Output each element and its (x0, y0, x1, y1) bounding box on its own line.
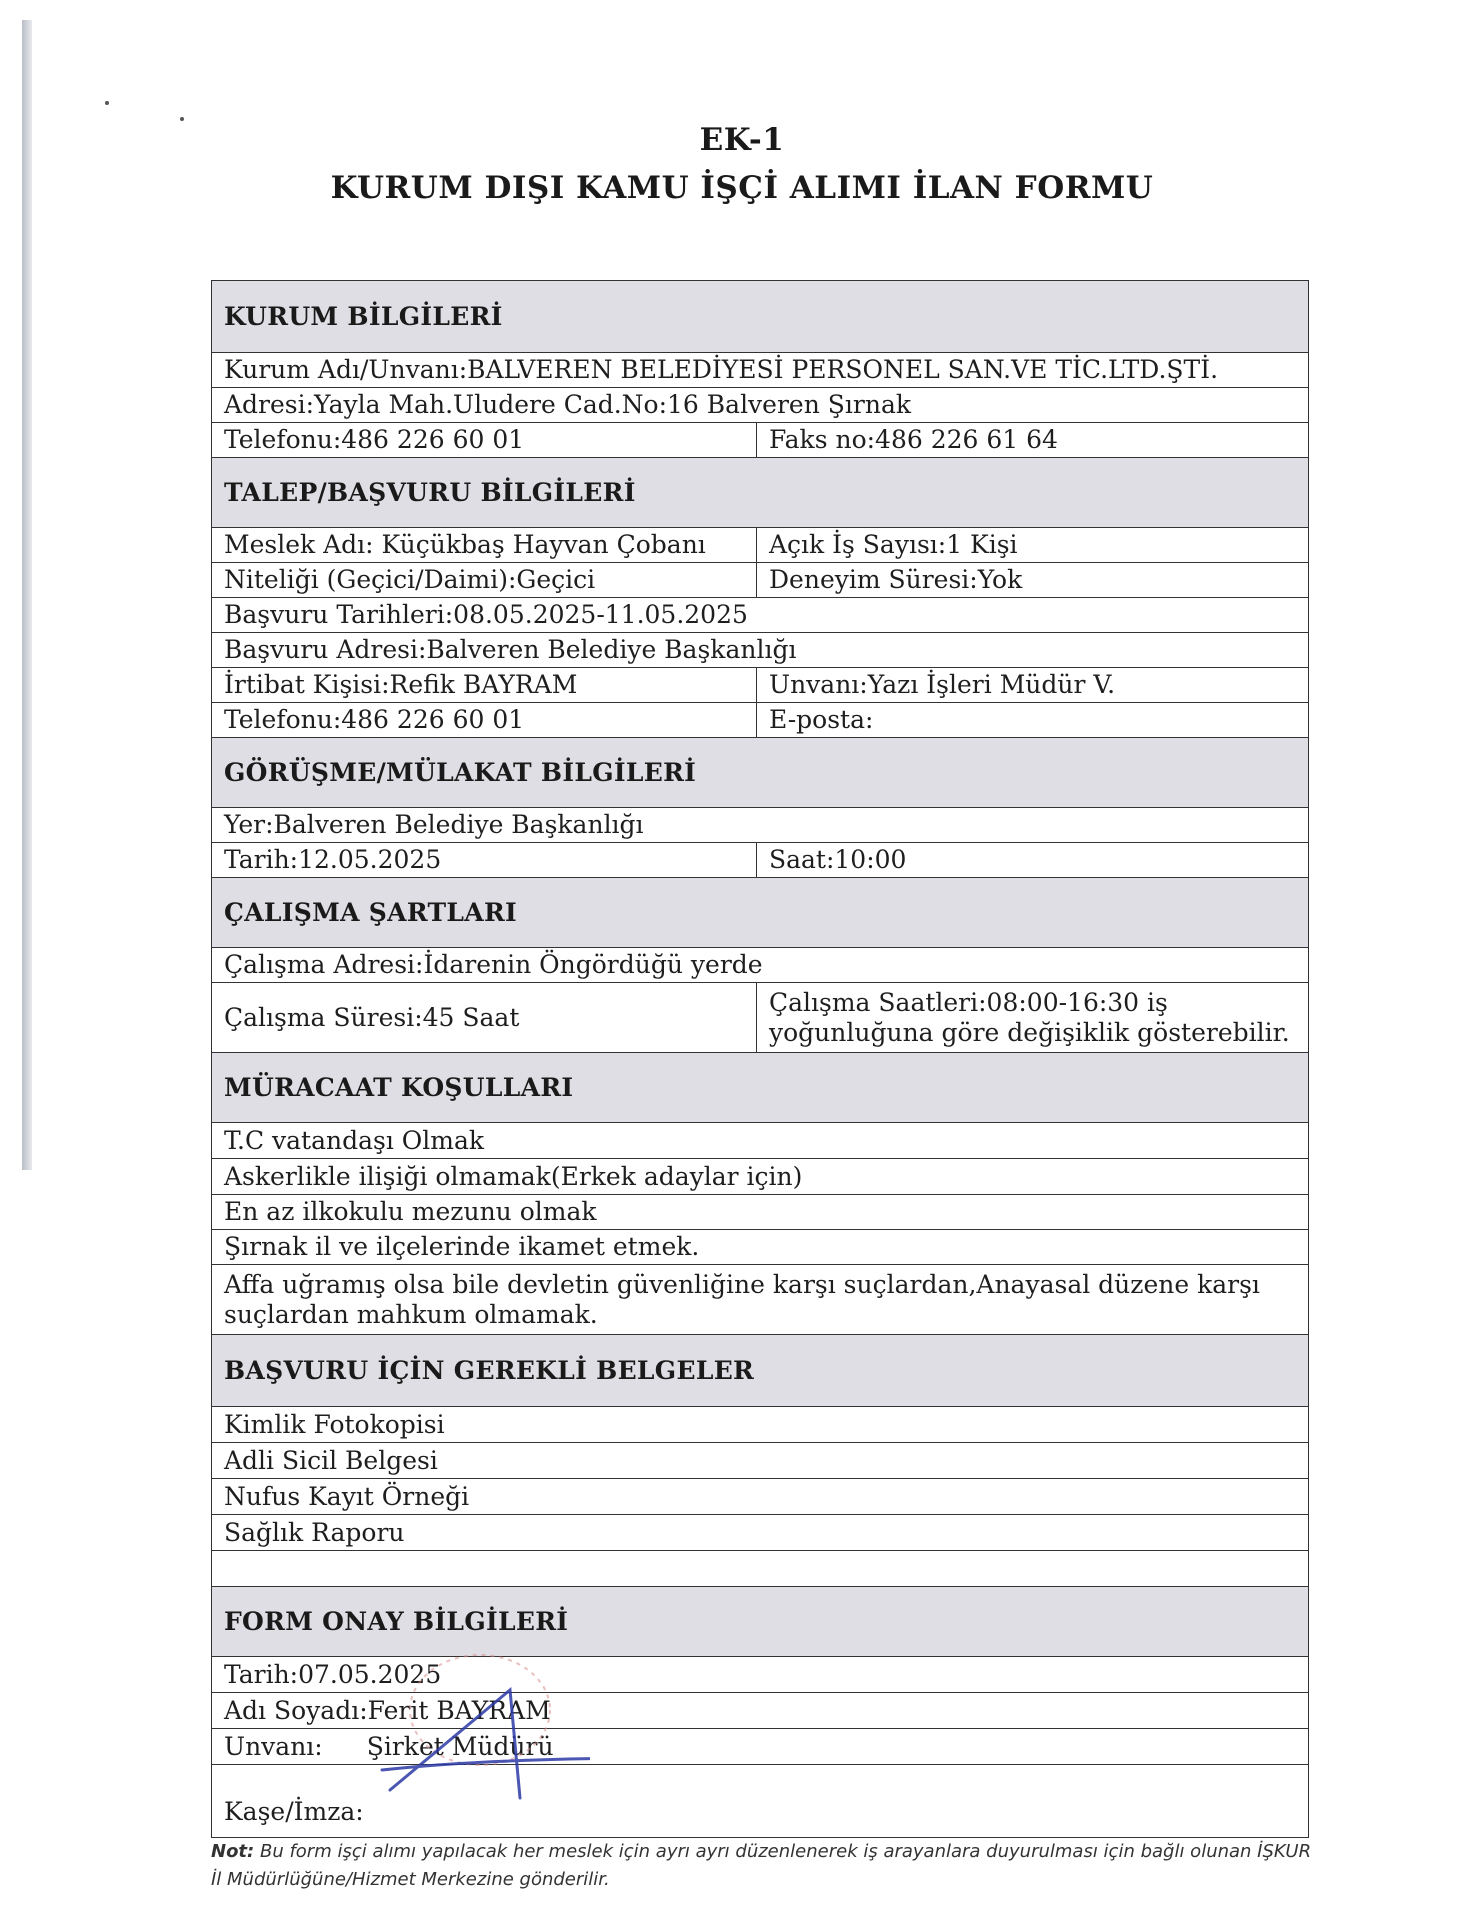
section-title: FORM ONAY BİLGİLERİ (212, 1587, 1308, 1656)
empty-row (212, 1551, 1308, 1587)
row-calisma-adresi (212, 948, 1308, 983)
gorusme-tarih: Tarih:12.05.2025 (212, 843, 757, 877)
onay-tarih: Tarih:07.05.2025 (224, 1659, 442, 1689)
irtibat-kisisi: İrtibat Kişisi:Refik BAYRAM (212, 668, 757, 702)
gorusme-yer: Yer:Balveren Belediye Başkanlığı (224, 810, 644, 839)
row-calisma-suresi (212, 983, 1308, 1053)
kase-imza: Kaşe/İmza: (224, 1797, 364, 1826)
row-niteligi (212, 563, 1308, 598)
section-title: KURUM BİLGİLERİ (212, 281, 1308, 352)
list-item (212, 1479, 1308, 1515)
onay-unvan-label: Unvanı: (224, 1731, 323, 1761)
gerekli-belge: Adli Sicil Belgesi (224, 1445, 438, 1475)
list-item (212, 1195, 1308, 1230)
kurum-adres: Adresi:Yayla Mah.Uludere Cad.No:16 Balveren Şırnak (224, 390, 911, 419)
note-text: Bu form işçi alımı yapılacak her meslek için ayrı ayrı düzenlenerek iş arayanlara duyurulması için bağlı olunan İŞKUR İl Müdürlüğüne/Hizmet Merkezine gönderilir. (211, 1841, 1312, 1890)
kurum-adi: Kurum Adı/Unvanı:BALVEREN BELEDİYESİ PERSONEL SAN.VE TİC.LTD.ŞTİ. (224, 355, 1219, 384)
section-header-muracaat (212, 1053, 1308, 1123)
annex-label: EK-1 (699, 122, 785, 158)
list-item (212, 1265, 1308, 1335)
section-title: BAŞVURU İÇİN GEREKLİ BELGELER (212, 1335, 1308, 1406)
empty-cell (212, 1551, 1308, 1586)
section-header-belgeler (212, 1335, 1308, 1407)
row-kurum-adres (212, 388, 1308, 423)
gerekli-belge: Kimlik Fotokopisi (224, 1409, 445, 1439)
list-item (212, 1515, 1308, 1551)
acik-is-sayisi: Açık İş Sayısı:1 Kişi (769, 530, 1018, 559)
list-item (212, 1159, 1308, 1195)
calisma-suresi: Çalışma Süresi:45 Saat (212, 983, 757, 1052)
onay-unvan-value: Şirket Müdürü (366, 1731, 554, 1761)
scan-speck (180, 117, 184, 121)
muracaat-kosulu: Şırnak il ve ilçelerinde ikamet etmek. (224, 1232, 700, 1261)
gerekli-belge: Nufus Kayıt Örneği (224, 1481, 470, 1511)
row-basvuru-adresi (212, 633, 1308, 668)
section-header-kurum (212, 281, 1308, 353)
row-basvuru-tarihleri (212, 598, 1308, 633)
row-meslek (212, 528, 1308, 563)
section-header-talep (212, 458, 1308, 528)
list-item (212, 1123, 1308, 1159)
row-irtibat (212, 668, 1308, 703)
muracaat-kosulu: T.C vatandaşı Olmak (224, 1125, 485, 1155)
row-gorusme-tarih (212, 843, 1308, 878)
row-kurum-telefon (212, 423, 1308, 458)
basvuru-adresi: Başvuru Adresi:Balveren Belediye Başkanlığı (224, 635, 797, 664)
list-item (212, 1230, 1308, 1265)
row-gorusme-yer (212, 808, 1308, 843)
list-item (212, 1443, 1308, 1479)
section-title: GÖRÜŞME/MÜLAKAT BİLGİLERİ (212, 738, 1308, 807)
muracaat-kosulu: Affa uğramış olsa bile devletin güvenliğine karşı suçlardan,Anayasal düzene karşı suçlardan mahkum olmamak. (224, 1269, 1260, 1329)
muracaat-kosulu: Askerlikle ilişiği olmamak(Erkek adaylar için) (224, 1161, 803, 1191)
deneyim-suresi: Deneyim Süresi:Yok (769, 565, 1023, 594)
row-onay-tarih (212, 1657, 1308, 1693)
section-title: MÜRACAAT KOŞULLARI (212, 1053, 1308, 1122)
onay-unvan (212, 1729, 1308, 1764)
irtibat-unvani: Unvanı:Yazı İşleri Müdür V. (769, 670, 1116, 699)
row-talep-telefon (212, 703, 1308, 738)
list-item (212, 1407, 1308, 1443)
calisma-saatleri: Çalışma Saatleri:08:00-16:30 iş yoğunluğuna göre değişiklik gösterebilir. (769, 987, 1290, 1047)
talep-eposta: E-posta: (769, 705, 874, 734)
niteligi: Niteliği (Geçici/Daimi):Geçici (212, 563, 757, 597)
calisma-adresi: Çalışma Adresi:İdarenin Öngördüğü yerde (224, 950, 763, 979)
section-header-onay (212, 1587, 1308, 1657)
onay-adi-soyadi: Adı Soyadı:Ferit BAYRAM (224, 1695, 551, 1725)
row-kase-imza (212, 1765, 1308, 1837)
scan-speck (105, 101, 109, 105)
note-label: Not: (211, 1841, 255, 1862)
section-header-calisma (212, 878, 1308, 948)
talep-telefon: Telefonu:486 226 60 01 (212, 703, 757, 737)
document-title: KURUM DIŞI KAMU İŞÇİ ALIMI İLAN FORMU (330, 170, 1154, 206)
row-onay-adi (212, 1693, 1308, 1729)
section-title: TALEP/BAŞVURU BİLGİLERİ (212, 458, 1308, 527)
kurum-faks: Faks no:486 226 61 64 (769, 425, 1058, 454)
section-title: ÇALIŞMA ŞARTLARI (212, 878, 1308, 947)
basvuru-tarihleri: Başvuru Tarihleri:08.05.2025-11.05.2025 (224, 600, 748, 629)
kurum-telefon: Telefonu:486 226 60 01 (212, 423, 757, 457)
section-header-gorusme (212, 738, 1308, 808)
gorusme-saat: Saat:10:00 (769, 845, 907, 874)
announcement-form (211, 280, 1309, 1838)
footer-note (211, 1838, 1321, 1894)
muracaat-kosulu: En az ilkokulu mezunu olmak (224, 1197, 597, 1226)
row-kurum-adi (212, 353, 1308, 388)
row-onay-unvan (212, 1729, 1308, 1765)
gerekli-belge: Sağlık Raporu (224, 1517, 405, 1547)
meslek-adi: Meslek Adı: Küçükbaş Hayvan Çobanı (212, 528, 757, 562)
